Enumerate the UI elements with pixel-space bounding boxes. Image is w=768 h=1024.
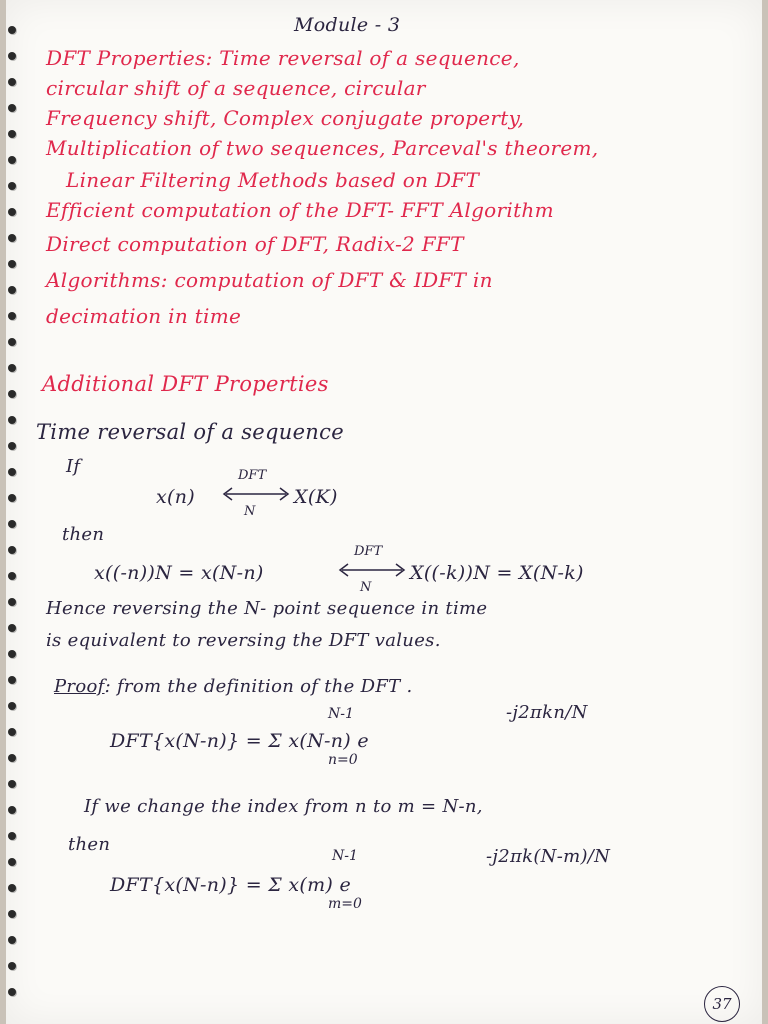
equation-2-exponent: -j2πk(N-m)/N [486, 846, 611, 867]
hence-line-1: Hence reversing the N- point sequence in time [46, 598, 488, 619]
reversal-arrow-bottom: N [360, 580, 372, 595]
binding-hole [8, 884, 16, 892]
binding-hole [8, 806, 16, 814]
binding-hole [8, 702, 16, 710]
reversal-eq-left: x((-n))N = x(N-n) [94, 562, 264, 584]
eq2-lower-limit: m=0 [328, 896, 362, 912]
then-label-2: then [68, 834, 111, 855]
binding-hole [8, 390, 16, 398]
binding-hole [8, 494, 16, 502]
intro-line-9: decimation in time [46, 304, 242, 328]
subheading: Time reversal of a sequence [36, 420, 344, 444]
binding-hole [8, 624, 16, 632]
hence-line-2: is equivalent to reversing the DFT values. [46, 630, 441, 651]
intro-line-2: circular shift of a sequence, circular [46, 76, 426, 100]
binding-hole [8, 650, 16, 658]
notebook-page [6, 0, 762, 1024]
equation-1-exponent: -j2πkn/N [506, 702, 588, 723]
binding-hole [8, 52, 16, 60]
binding-hole [8, 962, 16, 970]
intro-line-5: Linear Filtering Methods based on DFT [66, 168, 480, 192]
binding-hole [8, 260, 16, 268]
pair-arrow-top: DFT [238, 468, 267, 483]
intro-line-8: Algorithms: computation of DFT & IDFT in [46, 268, 493, 292]
binding-hole [8, 286, 16, 294]
binding-hole [8, 468, 16, 476]
page-number: 37 [704, 986, 740, 1022]
binding-hole [8, 546, 16, 554]
if-label: If [66, 456, 81, 477]
binding-hole [8, 442, 16, 450]
section-heading: Additional DFT Properties [42, 372, 329, 396]
binding-hole [8, 182, 16, 190]
intro-line-3: Frequency shift, Complex conjugate property, [46, 106, 525, 130]
reversal-arrow-top: DFT [354, 544, 383, 559]
binding-hole [8, 78, 16, 86]
binding-hole [8, 520, 16, 528]
binding-hole [8, 988, 16, 996]
eq1-lower-limit: n=0 [328, 752, 358, 768]
intro-line-1: DFT Properties: Time reversal of a sequence, [46, 46, 520, 70]
binding-hole [8, 572, 16, 580]
binding-hole [8, 130, 16, 138]
spiral-binding [6, 0, 26, 1024]
pair-right: X(K) [294, 486, 338, 508]
binding-hole [8, 312, 16, 320]
equation-2: DFT{x(N-n)} = Σ x(m) e [110, 874, 352, 896]
module-title: Module - 3 [294, 14, 401, 36]
binding-hole [8, 858, 16, 866]
proof-label: Proof [54, 676, 105, 697]
eq1-upper-limit: N-1 [328, 706, 354, 722]
binding-hole [8, 234, 16, 242]
eq2-upper-limit: N-1 [332, 848, 358, 864]
binding-hole [8, 832, 16, 840]
equation-1: DFT{x(N-n)} = Σ x(N-n) e [110, 730, 369, 752]
double-arrow-icon-2 [336, 562, 408, 578]
binding-hole [8, 910, 16, 918]
binding-hole [8, 26, 16, 34]
binding-hole [8, 364, 16, 372]
binding-hole [8, 754, 16, 762]
change-index-text: If we change the index from n to m = N-n, [84, 796, 483, 817]
binding-hole [8, 728, 16, 736]
pair-arrow-bottom: N [244, 504, 256, 519]
intro-line-6: Efficient computation of the DFT- FFT Algorithm [46, 198, 554, 222]
then-label: then [62, 524, 105, 545]
proof-text: : from the definition of the DFT . [104, 676, 413, 697]
binding-hole [8, 104, 16, 112]
intro-line-7: Direct computation of DFT, Radix-2 FFT [46, 232, 464, 256]
binding-hole [8, 416, 16, 424]
binding-hole [8, 208, 16, 216]
binding-hole [8, 598, 16, 606]
binding-hole [8, 338, 16, 346]
binding-hole [8, 156, 16, 164]
pair-left: x(n) [156, 486, 195, 508]
intro-line-4: Multiplication of two sequences, Parceval's theorem, [46, 136, 599, 160]
binding-hole [8, 936, 16, 944]
binding-hole [8, 676, 16, 684]
reversal-eq-right: X((-k))N = X(N-k) [410, 562, 584, 584]
binding-hole [8, 780, 16, 788]
double-arrow-icon [220, 486, 292, 502]
